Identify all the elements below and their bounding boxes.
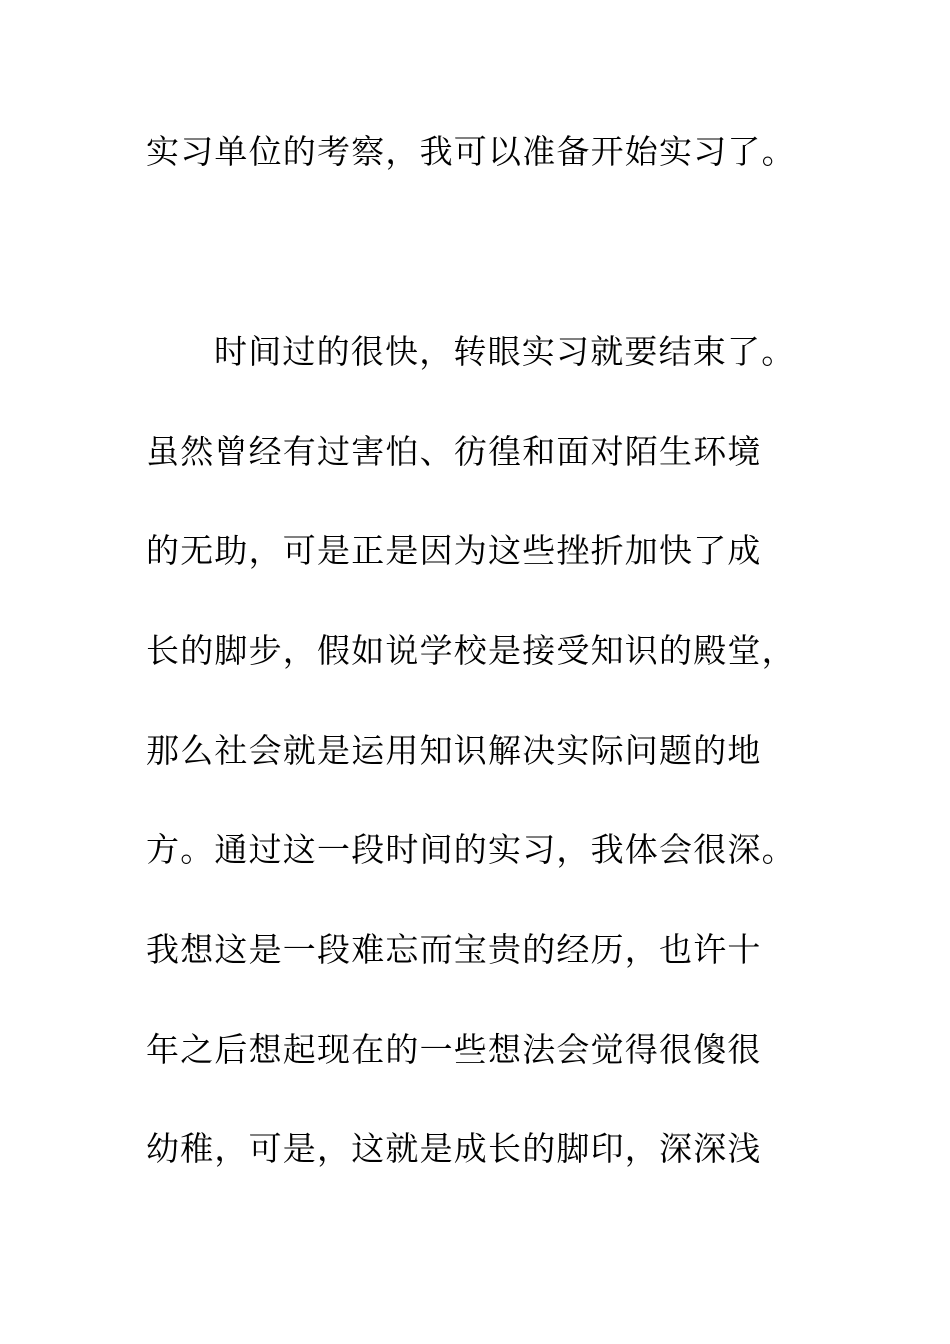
- paragraph-line: 我想这是一段难忘而宝贵的经历，也许十: [146, 930, 762, 969]
- paragraph-line: 虽然曾经有过害怕、彷徨和面对陌生环境: [146, 432, 762, 471]
- paragraph-line: 年之后想起现在的一些想法会觉得很傻很: [146, 1030, 762, 1069]
- paragraph-line: 方。通过这一段时间的实习，我体会很深。: [146, 830, 796, 869]
- paragraph-line: 长的脚步，假如说学校是接受知识的殿堂，: [146, 631, 796, 670]
- paragraph-line: 时间过的很快，转眼实习就要结束了。: [214, 332, 796, 371]
- paragraph-line: 实习单位的考察，我可以准备开始实习了。: [146, 132, 796, 171]
- paragraph-line: 幼稚，可是，这就是成长的脚印，深深浅: [146, 1129, 762, 1168]
- paragraph-line: 那么社会就是运用知识解决实际问题的地: [146, 731, 762, 770]
- paragraph-line: 的无助，可是正是因为这些挫折加快了成: [146, 531, 762, 570]
